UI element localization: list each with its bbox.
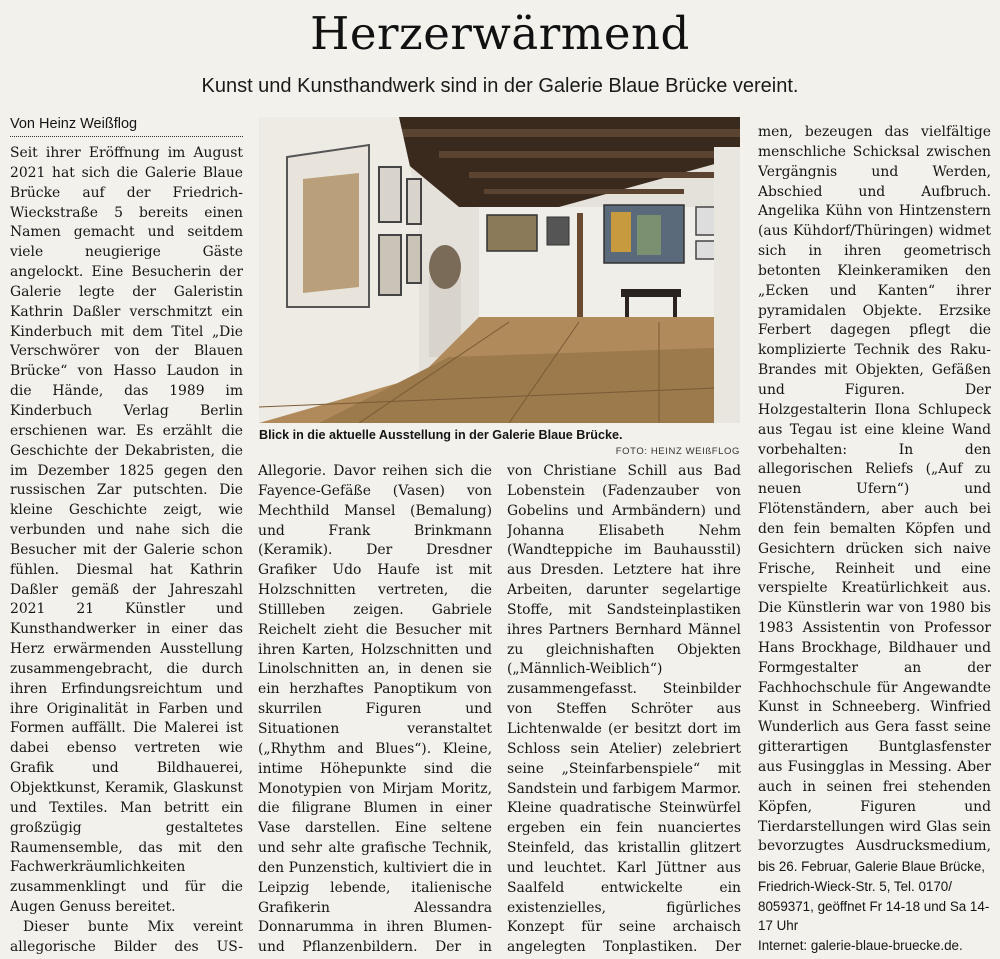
article-column-3 — [507, 462, 741, 959]
exhibition-info-website: Internet: galerie-blaue-bruecke.de. — [758, 938, 963, 954]
paragraph: Seit ihrer Eröffnung im August 2021 hat sich die Galerie Blaue Brücke auf der Friedrich-Wieckstraße 5 bereits einen Namen gemacht und seitdem viele neugierige Gäste angelockt. Eine Besucherin der Galerie legte der Galeristin Kathrin Daßler verschmitzt ein Kinderbuch mit dem Titel „Die Verschwörer von der Blauen Brücke“ von Hasso Laudon in die Hände, das 1989 im Kinderbuch Verlag Berlin erschienen war. Es erzählt die Geschichte der Dekabristen, die im Dezember 1825 gegen den russischen Zar putschten. Die kleine Geschichte zeigt, wie verbunden und nahe sich die Besucher mit der Galerie schon fühlen. Diesmal hat Kathrin Daßler gemäß der Jahreszahl 2021 21 Künstler und Kunsthandwerker in einer das Herz erwärmenden Ausstellung zusammengebracht, die durch ihren Erfindungsreichtum und ihre Originalität in Farben und Formen auffällt. Die Malerei ist dabei ebenso vertreten wie Grafik und Bildhauerei, Objektkunst, Keramik, Glaskunst und Textiles. Man betritt ein großzügig gestaltetes Raumensemble, das mit den Fachwerkräumlichkeiten zusammenklingt und für die Augen Genuss bereitet. — [10, 145, 243, 916]
headline: Herzerwärmend — [310, 7, 690, 60]
exhibition-info-details: bis 26. Februar, Galerie Blaue Brücke, Friedrich-Wieck-Str. 5, Tel. 0170/ 8059371, geöffnet Fr 14-18 und Sa 14-17 Uhr — [758, 859, 990, 934]
photo-caption: Blick in die aktuelle Ausstellung in der Galerie Blaue Brücke. — [259, 428, 623, 442]
gallery-interior-image — [259, 117, 740, 423]
gallery-photo — [259, 117, 740, 423]
article-column-1 — [10, 144, 243, 959]
paragraph: Allegorie. Davor reihen sich die Fayence-Gefäße (Vasen) von Mechthild Mansel (Bemalung) und Frank Brinkmann (Keramik). Der Dresdner Grafiker Udo Haufe ist mit Holzschnitten vertreten, die Stillleben zeigen. Gabriele Reichelt zieht die Besucher mit ihren Karten, Holzschnitten und Linolschnitten an, in denen sie ein herzhaftes Panoptikum von skurrilen Figuren und Situationen veranstaltet („Rhythm and Blues“). Kleine, intime Höhepunkte sind die Monotypien von Mirjam Moritz, die filigrane Blumen in einer Vase darstellen. Eine seltene und sehr alte grafische Technik, den Punzenstich, kultiviert die in Leipzig lebende, italienische Grafikerin Alessandra Donnarumma in ihren Blumen- und Pflanzenbildern. Der in — [258, 463, 492, 956]
paragraph: men, bezeugen das vielfältige menschliche Schicksal zwischen Vergängnis und Werden, Abschied und Aufbruch. Angelika Kühn von Hintzenstern (aus Kühdorf/Thüringen) widmet sich in ihren geometrisch betonten Kleinkeramiken den „Ecken und Kanten“ ihrer pyramidalen Objekte. Erzsike Ferbert dagegen pflegt die komplizierte Technik des Raku-Brandes mit Objekten, Gefäßen und Figuren. Der Holzgestalterin Ilona Schlupeck aus Tegau ist eine kleine Wand vorbehalten: In den allegorischen Reliefs („Auf zu neuen Ufern“) und Flötenständern, aber auch bei den fein bemalten Köpfen und Gesichtern drücken sich naive Frische, Reinheit und eine verspielte Kreatürlichkeit aus. Die Künstlerin war von 1980 bis 1983 Assistentin von Professor Hans Brockhage, Bildhauer und Formgestalter an der Fachhochschule für Angewandte Kunst in Schneeberg. Winfried Wunderlich aus Gera fasst seine gitterartigen Buntglasfenster aus Fusingglas in Messing. Aber auch in seinen frei stehenden Köpfen, Figuren und Tierdarstellungen wird Glas sein bevorzugtes Ausdrucksmedium, — [758, 124, 991, 853]
subheadline: Kunst und Kunsthandwerk sind in der Galerie Blaue Brücke vereint. — [201, 75, 799, 97]
paragraph: von Christiane Schill aus Bad Lobenstein (Fadenzauber von Gobelins und Armbändern) und Johanna Elisabeth Nehm (Wandteppiche im Bauhausstil) aus Dresden. Letztere hat ihre Arbeiten, darunter segelartige Stoffe, mit Sandsteinplastiken ihres Partners Bernhard Männel zu gleichnishaften Objekten („Männlich-Weiblich“) zusammengefasst. Steinbilder von Steffen Schröter aus Lichtenwalde (er besitzt dort im Schloss sein Atelier) zelebriert seine „Steinfarbenspiele“ mit Sandstein und farbigem Marmor. Kleine quadratische Steinwürfel ergeben ein fein nuanciertes Steinfeld, das kristallin glitzert und leuchtet. Karl Jüttner aus Saalfeld entwickelte ein existenzielles, figürliches Konzept für seine archaisch angelegten Tonplastiken. Der — [507, 463, 741, 956]
article-column-2 — [258, 462, 492, 959]
byline: Von Heinz Weißflog — [10, 114, 243, 137]
article-column-4 — [758, 123, 991, 853]
paragraph: Dieser bunte Mix vereint allegorische Bilder des US- — [10, 918, 243, 955]
photo-credit: FOTO: HEINZ WEIßFLOG — [615, 446, 740, 457]
exhibition-info — [758, 857, 991, 956]
